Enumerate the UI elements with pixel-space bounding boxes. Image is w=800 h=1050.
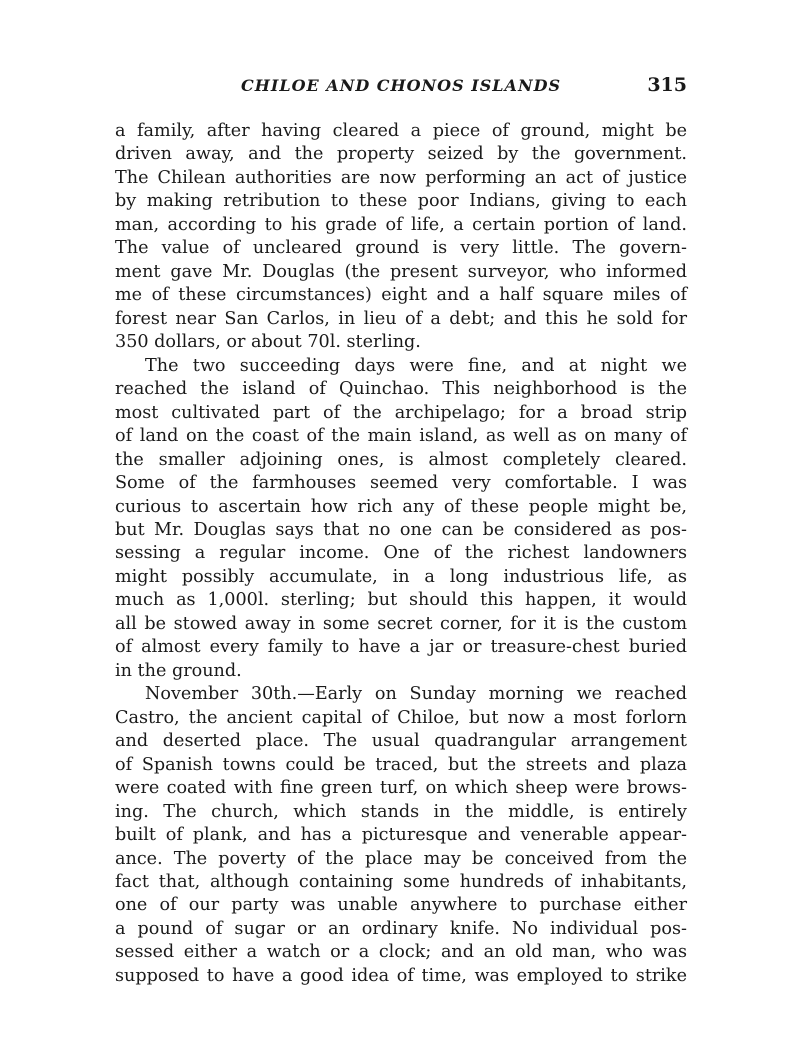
text-line: much as 1,000l. sterling; but should this happen, it would	[115, 590, 687, 611]
text-line: by making retribution to these poor Indians, giving to each	[115, 191, 687, 212]
text-line: might possibly accumulate, in a long industrious life, as	[115, 566, 687, 587]
text-line: one of our party was unable anywhere to purchase either	[115, 895, 687, 916]
text-line: The Chilean authorities are now performing an act of justice	[115, 167, 687, 188]
text-line: of land on the coast of the main island, as well as on many of	[115, 426, 687, 447]
page-number: 315	[647, 74, 687, 96]
text-line: forest near San Carlos, in lieu of a debt; and this he sold for	[115, 308, 687, 329]
text-line: Castro, the ancient capital of Chiloe, but now a most forlorn	[115, 707, 687, 728]
text-line: a pound of sugar or an ordinary knife. No individual pos-	[115, 918, 687, 939]
text-line: most cultivated part of the archipelago; for a broad strip	[115, 402, 687, 423]
text-line: ance. The poverty of the place may be conceived from the	[115, 848, 687, 869]
text-line: ing. The church, which stands in the middle, is entirely	[115, 801, 687, 822]
text-line: The value of uncleared ground is very little. The govern-	[115, 238, 687, 259]
text-line: of Spanish towns could be traced, but the streets and plaza	[115, 754, 687, 775]
text-line: curious to ascertain how rich any of these people might be,	[115, 496, 687, 517]
text-line: but Mr. Douglas says that no one can be considered as pos-	[115, 519, 687, 540]
text-line: were coated with fine green turf, on which sheep were brows-	[115, 778, 687, 799]
text-line: driven away, and the property seized by the government.	[115, 144, 687, 165]
text-line: and deserted place. The usual quadrangular arrangement	[115, 731, 687, 752]
text-line: me of these circumstances) eight and a half square miles of	[115, 285, 687, 306]
text-line: ment gave Mr. Douglas (the present surveyor, who informed	[115, 261, 687, 282]
text-line: a family, after having cleared a piece of ground, might be	[115, 121, 687, 141]
text-line: the smaller adjoining ones, is almost completely cleared.	[115, 449, 687, 470]
running-header	[115, 74, 687, 104]
text-line: fact that, although containing some hundreds of inhabitants,	[115, 872, 687, 892]
text-line: all be stowed away in some secret corner, for it is the custom	[115, 613, 687, 634]
text-line: reached the island of Quinchao. This neighborhood is the	[115, 379, 687, 400]
text-line: sessed either a watch or a clock; and an old man, who was	[115, 942, 687, 963]
text-line: Some of the farmhouses seemed very comfortable. I was	[115, 473, 687, 494]
paragraph-end-line: in the ground.	[115, 660, 242, 681]
paragraph-end-line: 350 dollars, or about 70l. sterling.	[115, 332, 421, 353]
running-title: CHILOE AND CHONOS ISLANDS	[240, 76, 561, 95]
paragraph-start-line: November 30th.—Early on Sunday morning we reached	[145, 684, 687, 705]
text-line: man, according to his grade of life, a certain portion of land.	[115, 214, 687, 235]
text-line: built of plank, and has a picturesque and venerable appear-	[115, 825, 687, 846]
text-line: of almost every family to have a jar or treasure-chest buried	[115, 637, 687, 658]
body-text	[115, 120, 687, 988]
paragraph-start-line: The two succeeding days were fine, and at night we	[145, 355, 687, 376]
text-line: sessing a regular income. One of the richest landowners	[115, 543, 687, 564]
text-line: supposed to have a good idea of time, was employed to strike	[115, 965, 687, 986]
